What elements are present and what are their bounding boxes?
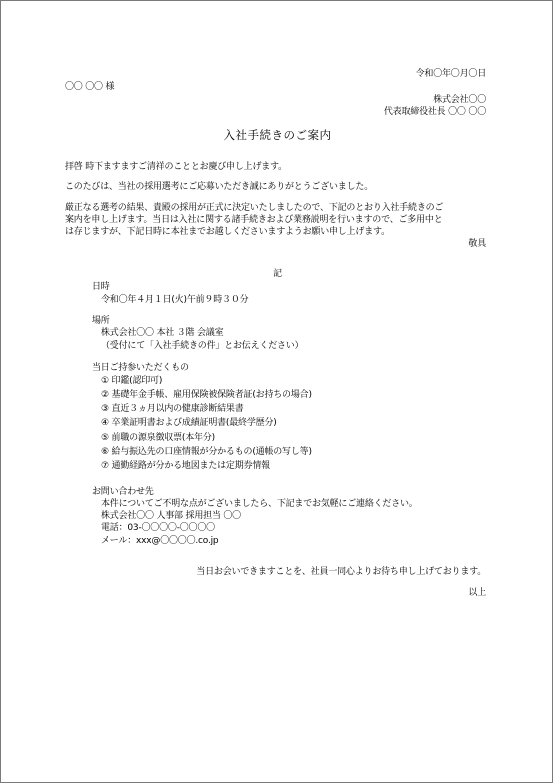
end-mark: 以上: [468, 588, 486, 598]
final-line: 当日お会いできますことを、社員一同心よりお待ち申し上げております。: [196, 567, 486, 577]
sender-representative: 代表取締役社長 〇〇 〇〇: [383, 107, 486, 117]
body-line-3: は存じますが、下記日時に本社までお越しくださいますようお願い申し上げます。: [65, 227, 390, 237]
record-heading: 記: [273, 269, 282, 279]
list-item: ⑥ 給与振込先の口座情報が分かるもの(通帳の写し等): [101, 447, 312, 457]
contact-phone: 電話：03-〇〇〇〇-〇〇〇〇: [101, 523, 215, 533]
list-item: ② 基礎年金手帳、雇用保険被保険者証(お持ちの場合): [101, 390, 312, 400]
location-heading: 場所: [92, 316, 110, 326]
document-date: 令和〇年〇月〇日: [415, 69, 486, 79]
datetime-heading: 日時: [92, 282, 110, 292]
items-heading: 当日ご持参いただくもの: [92, 363, 189, 373]
contact-heading: お問い合わせ先: [92, 487, 154, 497]
contact-email: メール：xxx@〇〇〇〇.co.jp: [101, 536, 219, 546]
location-line-1: 株式会社〇〇 本社 ３階 会議室: [101, 328, 224, 338]
closing-keigu: 敬具: [468, 239, 486, 249]
contact-line-1: 本件についてご不明な点がございましたら、下記までお気軽にご連絡ください。: [101, 499, 418, 509]
greeting-line: 拝啓 時下ますますご清祥のこととお慶び申し上げます。: [65, 162, 287, 172]
thanks-line: このたびは、当社の採用選考にご応募いただき誠にありがとうございました。: [65, 182, 374, 192]
recipient-name: 〇〇 〇〇 様: [65, 82, 115, 92]
list-item: ① 印鑑(認印可): [101, 376, 163, 386]
datetime-value: 令和〇年４月１日(火)午前９時３０分: [101, 295, 249, 305]
list-item: ⑦ 通勤経路が分かる地図または定期券情報: [101, 461, 270, 471]
contact-line-2: 株式会社〇〇 人事部 採用担当 〇〇: [101, 511, 241, 521]
location-line-2: （受付にて「入社手続きの件」とお伝えください）: [101, 341, 304, 351]
document-title: 入社手続きのご案内: [223, 128, 332, 142]
sender-company: 株式会社〇〇: [433, 95, 486, 105]
body-line-1: 厳正なる選考の結果、貴殿の採用が正式に決定いたしましたので、下記のとおり入社手続きのご: [65, 203, 444, 213]
body-line-2: 案内を申し上げます。当日は入社に関する諸手続きおよび業務説明を行いますので、ご多用中と: [65, 215, 443, 225]
list-item: ③ 直近３ヵ月以内の健康診断結果書: [101, 404, 244, 414]
list-item: ⑤ 前職の源泉徴収票(本年分): [101, 433, 215, 443]
list-item: ④ 卒業証明書および成績証明書(最終学歴分): [101, 418, 277, 428]
